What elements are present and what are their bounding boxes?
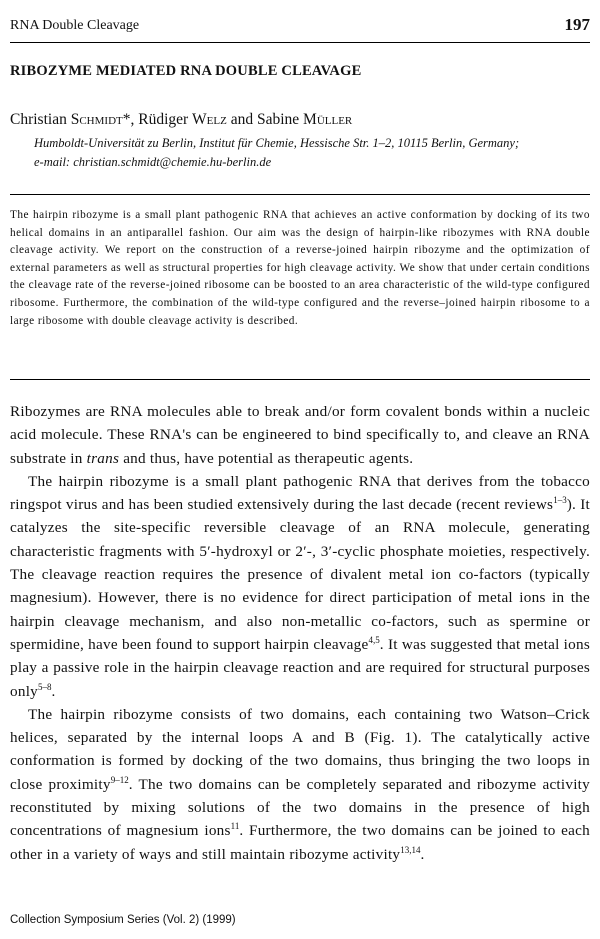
affiliation-rule [10, 194, 590, 195]
running-head [10, 15, 590, 34]
paper-title: RIBOZYME MEDIATED RNA DOUBLE CLEAVAGE [10, 63, 362, 79]
body-text [10, 400, 590, 866]
author-separator: and [226, 111, 257, 128]
affiliation-address: Humboldt-Universität zu Berlin, Institut für Chemie, Hessische Str. 1–2, 10115 Berlin, Germany; [34, 136, 520, 150]
text-run: . [51, 682, 56, 700]
author-first-name: Sabine [256, 111, 304, 128]
running-title: RNA Double Cleavage [10, 18, 140, 33]
footer-citation: Collection Symposium Series (Vol. 2) (1999) [10, 914, 236, 926]
text-run: ). It catalyzes the site-specific reversible cleavage of an RNA molecule, generating characteristic fragments with 5′-hydroxyl or 2′-, 3′-cyclic phosphate moieties, respectively. The cleavage reaction requires the presence of divalent metal ion co-factors (typically magnesium). However, there is no evidence for direct participation of metal ions in the hairpin cleavage mechanism, and also non-metallic co-factors, such as spermine or spermidine, have been found to support hairpin cleavage [10, 496, 590, 653]
abstract: The hairpin ribozyme is a small plant pathogenic RNA that achieves an active conformation by docking of its two helical domains in an antiparallel fashion. Our aim was the design of hairpin-like ribozymes with RNA double cleavage activity. We report on the construction of a reverse-joined hairpin ribozyme and the optimization of external parameters as well as structural properties for high cleavage activity. We show that under certain conditions the cleavage rate of the reverse-joined ribosome can be boosted to an area characteristic of the wild-type configured ribosome. Furthermore, the combination of the wild-type configured and the reverse–joined hairpin ribosome to a large ribosome with double cleavage activity is described. [10, 209, 590, 327]
citation-ref: 4,5 [368, 634, 380, 645]
abstract-rule [10, 379, 590, 380]
page-number: 197 [564, 15, 590, 34]
text-run: and thus, have potential as therapeutic agents. [119, 449, 414, 467]
affiliation [34, 134, 590, 172]
paragraph [10, 703, 590, 866]
citation-ref: 11 [230, 821, 240, 832]
text-run: . [420, 845, 425, 863]
affiliation-email: e-mail: christian.schmidt@chemie.hu-berlin.de [34, 155, 272, 169]
author-surname: Müller [303, 111, 353, 128]
author-list [10, 111, 352, 129]
text-run: The hairpin ribozyme consists of two domains, each containing two Watson–Crick helices, separated by the internal loops A and B (Fig. 1). The catalytically active conformation is formed by docking of the two domains, thus bringing the two loops in close proximity [10, 705, 590, 793]
text-run: Ribozymes are RNA molecules able to break and/or form covalent bonds within a nucleic acid molecule. These RNA's can be engineered to bind specifically to, and cleave an RNA substrate in [10, 403, 590, 467]
author-first-name: Christian [10, 111, 71, 128]
text-run: . The two domains can be completely separated and ribozyme activity reconstituted by mixing solutions of the two domains in the presence of high concentrations of magnesium ions [10, 775, 590, 840]
author-separator: , [130, 111, 139, 128]
text-run: . It was suggested that metal ions play a passive role in the hairpin cleavage reaction and are required for structural purposes only [10, 635, 590, 700]
citation-ref: 13,14 [400, 844, 421, 855]
text-run: The hairpin ribozyme is a small plant pathogenic RNA that derives from the tobacco ringspot virus and has been studied extensively during the last decade (recent reviews [10, 472, 590, 514]
author-surname: Welz [192, 111, 227, 128]
author-surname: Schmidt [70, 111, 123, 128]
paragraph [10, 470, 590, 703]
citation-ref: 9–12 [110, 774, 129, 785]
corresponding-author-mark: * [122, 111, 131, 128]
header-rule [10, 42, 590, 43]
citation-ref: 5–8 [38, 681, 52, 692]
paragraph [10, 400, 590, 470]
author-first-name: Rüdiger [138, 111, 193, 128]
citation-ref: 1–3 [553, 495, 567, 506]
text-run: . Furthermore, the two domains can be joined to each other in a variety of ways and still maintain ribozyme activity [10, 822, 590, 863]
italic-term: trans [86, 449, 120, 467]
